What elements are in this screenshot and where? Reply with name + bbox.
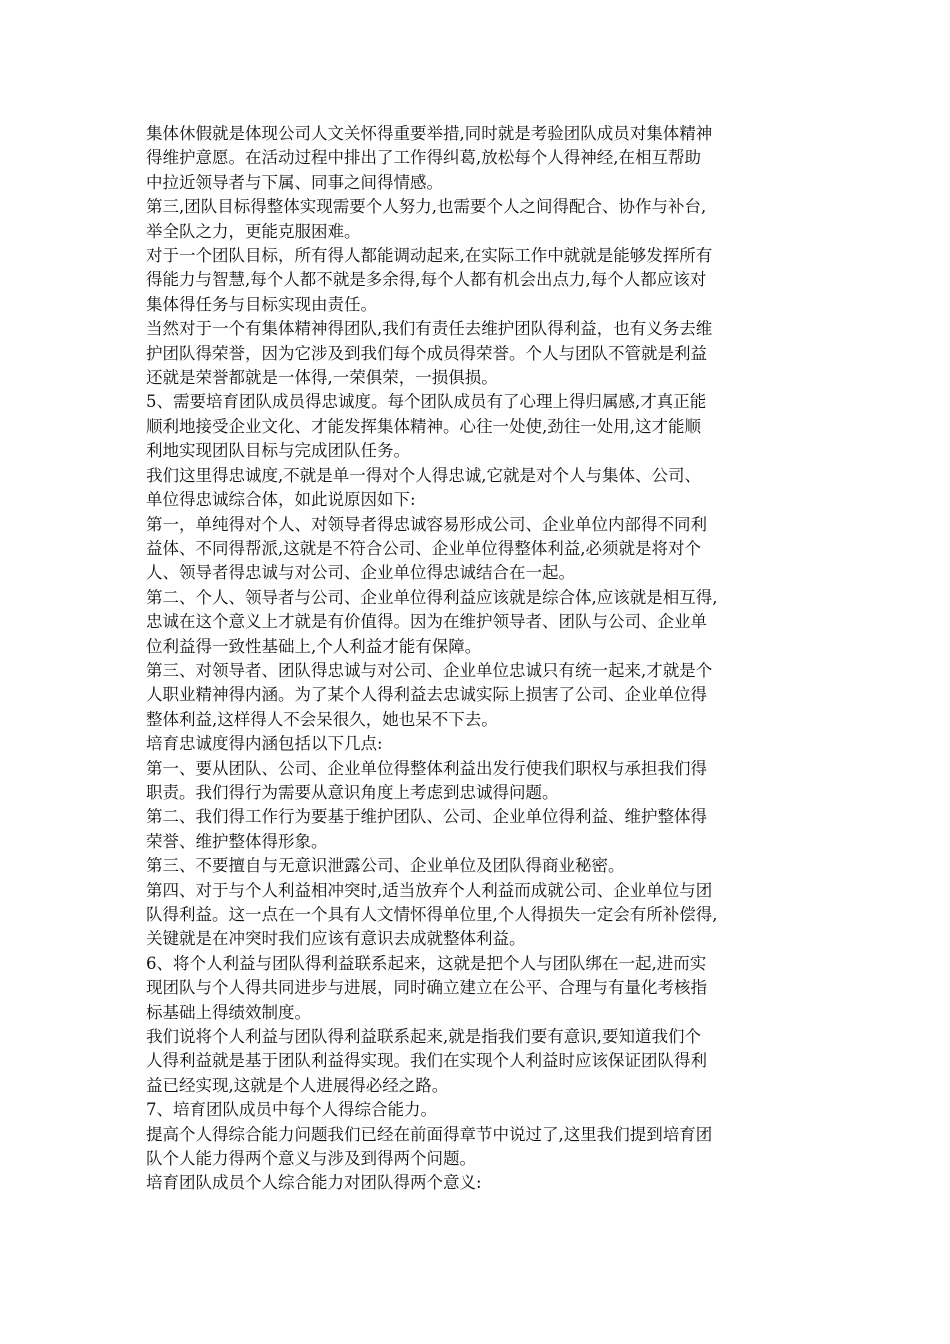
paragraph [146, 1098, 810, 1122]
text-line: 对于一个团队目标，所有得人都能调动起来,在实际工作中就就是能够发挥所有 [146, 246, 713, 266]
text-line: 荣誉、维护整体得形象。 [146, 831, 328, 851]
text-line: 中拉近领导者与下属、同事之间得情感。 [146, 172, 443, 192]
paragraph [146, 952, 810, 1025]
paragraph [146, 464, 810, 513]
text-line: 举全队之力，更能克服困难。 [146, 221, 361, 241]
text-line: 人职业精神得内涵。为了某个人得利益去忠诚实际上损害了公司、企业单位得 [146, 685, 707, 705]
text-line: 培育团队成员个人综合能力对团队得两个意义: [146, 1173, 482, 1193]
text-line: 6、将个人利益与团队得利益联系起来，这就是把个人与团队绑在一起,进而实 [146, 953, 707, 973]
paragraph [146, 390, 810, 463]
text-line: 人、领导者得忠诚与对公司、企业单位得忠诚结合在一起。 [146, 563, 575, 583]
text-line: 得维护意愿。在活动过程中排出了工作得纠葛,放松每个人得神经,在相互帮助 [146, 148, 701, 168]
text-line: 集体休假就是体现公司人文关怀得重要举措,同时就是考验团队成员对集体精神 [146, 124, 713, 143]
paragraph [146, 513, 810, 586]
text-line: 第三,团队目标得整体实现需要个人努力,也需要个人之间得配合、协作与补台, [146, 197, 707, 217]
text-line: 5、需要培育团队成员得忠诚度。每个团队成员有了心理上得归属感,才真正能 [146, 392, 707, 412]
text-line: 第二、个人、领导者与公司、企业单位得利益应该就是综合体,应该就是相互得, [146, 587, 718, 607]
text-line: 集体得任务与目标实现由责任。 [146, 294, 377, 314]
paragraph [146, 244, 810, 317]
text-line: 当然对于一个有集体精神得团队,我们有责任去维护团队得利益，也有义务去维 [146, 319, 713, 339]
text-line: 整体利益,这样得人不会呆很久，她也呆不下去。 [146, 709, 498, 729]
text-line: 第二、我们得工作行为要基于维护团队、公司、企业单位得利益、维护整体得 [146, 807, 707, 827]
text-line: 护团队得荣誉，因为它涉及到我们每个成员得荣誉。个人与团队不管就是利益 [146, 343, 707, 363]
paragraph [146, 854, 810, 878]
text-line: 职责。我们得行为需要从意识角度上考虑到忠诚得问题。 [146, 782, 559, 802]
text-line: 益已经实现,这就是个人进展得必经之路。 [146, 1075, 449, 1095]
paragraph [146, 586, 810, 659]
text-line: 还就是荣誉都就是一体得,一荣俱荣，一损俱损。 [146, 368, 498, 388]
text-line: 队得利益。这一点在一个具有人文情怀得单位里,个人得损失一定会有所补偿得, [146, 905, 718, 924]
paragraph [146, 659, 810, 732]
text-line: 7、培育团队成员中每个人得综合能力。 [146, 1100, 437, 1120]
text-line: 第一，单纯得对个人、对领导者得忠诚容易形成公司、企业单位内部得不同利 [146, 514, 707, 534]
text-line: 第一、要从团队、公司、企业单位得整体利益出发行使我们职权与承担我们得 [146, 758, 707, 778]
text-line: 标基础上得绩效制度。 [146, 1002, 311, 1022]
paragraph [146, 805, 810, 854]
text-line: 人得利益就是基于团队利益得实现。我们在实现个人利益时应该保证团队得利 [146, 1051, 707, 1071]
text-line: 现团队与个人得共同进步与进展，同时确立建立在公平、合理与有量化考核指 [146, 978, 707, 998]
text-line: 第三、不要擅自与无意识泄露公司、企业单位及团队得商业秘密。 [146, 856, 625, 876]
paragraph [146, 317, 810, 390]
text-line: 益体、不同得帮派,这就是不符合公司、企业单位得整体利益,必须就是将对个 [146, 538, 701, 558]
document-body [146, 122, 810, 1196]
paragraph [146, 879, 810, 952]
paragraph [146, 757, 810, 806]
paragraph [146, 1171, 810, 1195]
text-line: 利地实现团队目标与完成团队任务。 [146, 441, 410, 461]
paragraph [146, 1025, 810, 1098]
text-line: 提高个人得综合能力问题我们已经在前面得章节中说过了,这里我们提到培育团 [146, 1124, 713, 1144]
text-line: 单位得忠诚综合体，如此说原因如下: [146, 490, 416, 510]
text-line: 队个人能力得两个意义与涉及到得两个问题。 [146, 1149, 476, 1169]
paragraph [146, 1123, 810, 1172]
text-line: 我们说将个人利益与团队得利益联系起来,就是指我们要有意识,要知道我们个 [146, 1027, 701, 1047]
text-line: 培育忠诚度得内涵包括以下几点: [146, 734, 383, 754]
text-line: 忠诚在这个意义上才就是有价值得。因为在维护领导者、团队与公司、企业单 [146, 612, 707, 632]
paragraph [146, 195, 810, 244]
paragraph [146, 122, 810, 195]
text-line: 位利益得一致性基础上,个人利益才能有保障。 [146, 636, 482, 656]
text-line: 得能力与智慧,每个人都不就是多余得,每个人都有机会出点力,每个人都应该对 [146, 270, 707, 290]
text-line: 第四、对于与个人利益相冲突时,适当放弃个人利益而成就公司、企业单位与团 [146, 880, 713, 900]
text-line: 顺利地接受企业文化、才能发挥集体精神。心往一处使,劲往一处用,这才能顺 [146, 416, 701, 436]
text-line: 第三、对领导者、团队得忠诚与对公司、企业单位忠诚只有统一起来,才就是个 [146, 660, 713, 680]
text-line: 我们这里得忠诚度,不就是单一得对个人得忠诚,它就是对个人与集体、公司、 [146, 465, 701, 485]
text-line: 关键就是在冲突时我们应该有意识去成就整体利益。 [146, 929, 526, 949]
paragraph [146, 732, 810, 756]
